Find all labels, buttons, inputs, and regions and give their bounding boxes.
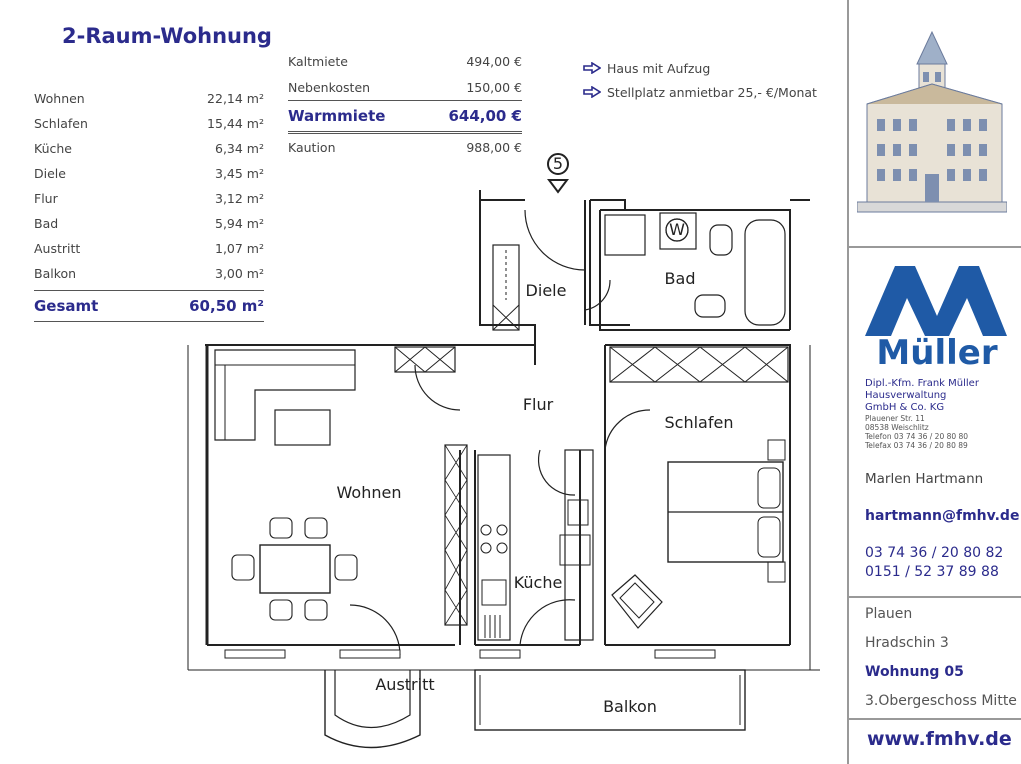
rent-row-warmmiete — [288, 100, 522, 134]
area-row — [34, 86, 264, 111]
feature-item — [583, 80, 817, 104]
floor-plan — [180, 150, 820, 760]
company-logo — [865, 266, 1010, 371]
area-room: Wohnen — [34, 91, 85, 106]
rent-label: Kaution — [288, 139, 336, 155]
area-room: Schlafen — [34, 116, 88, 131]
rent-label: Kaltmiete — [288, 53, 348, 69]
rent-value: 644,00 € — [448, 107, 522, 125]
entrance-arrow-icon — [549, 180, 567, 192]
building-illustration — [857, 24, 1007, 219]
arrow-right-icon — [583, 86, 601, 98]
contact-name: Marlen Hartmann — [865, 471, 984, 487]
feature-text: Stellplatz anmietbar 25,- €/Monat — [607, 84, 817, 100]
room-label-kueche: Küche — [513, 573, 563, 592]
location-street: Hradschin 3 — [865, 635, 949, 651]
area-room: Balkon — [34, 266, 77, 281]
area-total-value: 60,50 m² — [189, 297, 264, 315]
company-telefax: Telefax 03 74 36 / 20 80 89 — [865, 441, 968, 450]
area-value: 3,12 m² — [215, 191, 264, 206]
phone-number: 03 74 36 / 20 80 82 — [865, 545, 1004, 561]
contact-email-link[interactable]: hartmann@fmhv.de — [865, 508, 1020, 524]
area-room: Bad — [34, 216, 59, 231]
sidebar — [847, 0, 1021, 764]
washer-label: W — [669, 220, 685, 239]
divider — [849, 596, 1021, 598]
rent-table — [288, 48, 522, 160]
area-value: 15,44 m² — [207, 116, 264, 131]
area-value: 3,00 m² — [215, 266, 264, 281]
location-unit: Wohnung 05 — [865, 664, 964, 680]
rent-value: 150,00 € — [466, 79, 522, 95]
logo-text: Müller — [876, 333, 998, 371]
rent-value: 494,00 € — [466, 53, 522, 69]
area-value: 6,34 m² — [215, 141, 264, 156]
rent-row-nebenkosten — [288, 74, 522, 100]
feature-text: Haus mit Aufzug — [607, 60, 711, 76]
room-label-bad: Bad — [664, 269, 696, 288]
company-street: Plauener Str. 11 — [865, 414, 925, 423]
phone-number: 0151 / 52 37 89 88 — [865, 564, 999, 580]
divider — [849, 718, 1021, 720]
page-title: 2-Raum-Wohnung — [62, 24, 272, 48]
feature-list — [583, 56, 817, 104]
contact-phones — [865, 544, 1003, 582]
company-telefon: Telefon 03 74 36 / 20 80 80 — [865, 432, 969, 441]
feature-item — [583, 56, 817, 80]
room-label-flur: Flur — [522, 395, 554, 414]
company-line: Hausverwaltung — [865, 390, 947, 401]
area-room: Küche — [34, 141, 72, 156]
location-city: Plauen — [865, 606, 913, 622]
room-label-schlafen: Schlafen — [664, 413, 734, 432]
room-label-balkon: Balkon — [603, 697, 657, 716]
area-value: 22,14 m² — [207, 91, 264, 106]
company-info — [865, 378, 979, 450]
divider — [849, 246, 1021, 248]
room-label-austritt: Austritt — [375, 675, 435, 694]
rent-row-kaltmiete — [288, 48, 522, 74]
area-room: Austritt — [34, 241, 81, 256]
arrow-right-icon — [583, 62, 601, 74]
area-value: 3,45 m² — [215, 166, 264, 181]
company-city: 08538 Weischlitz — [865, 423, 929, 432]
rent-label: Nebenkosten — [288, 79, 371, 95]
area-value: 5,94 m² — [215, 216, 264, 231]
location-floor: 3.Obergeschoss Mitte — [865, 693, 1017, 709]
area-value: 1,07 m² — [215, 241, 264, 256]
company-line: GmbH & Co. KG — [865, 402, 945, 413]
room-label-wohnen: Wohnen — [336, 483, 402, 502]
area-row — [34, 111, 264, 136]
area-room: Flur — [34, 191, 58, 206]
company-line: Dipl.-Kfm. Frank Müller — [865, 378, 979, 389]
website-link[interactable]: www.fmhv.de — [867, 728, 1012, 750]
rent-label: Warmmiete — [288, 107, 386, 125]
area-total-label: Gesamt — [34, 297, 99, 315]
entrance-number: 5 — [552, 154, 564, 173]
area-room: Diele — [34, 166, 66, 181]
rent-value: 988,00 € — [466, 139, 522, 155]
room-label-diele: Diele — [525, 281, 567, 300]
